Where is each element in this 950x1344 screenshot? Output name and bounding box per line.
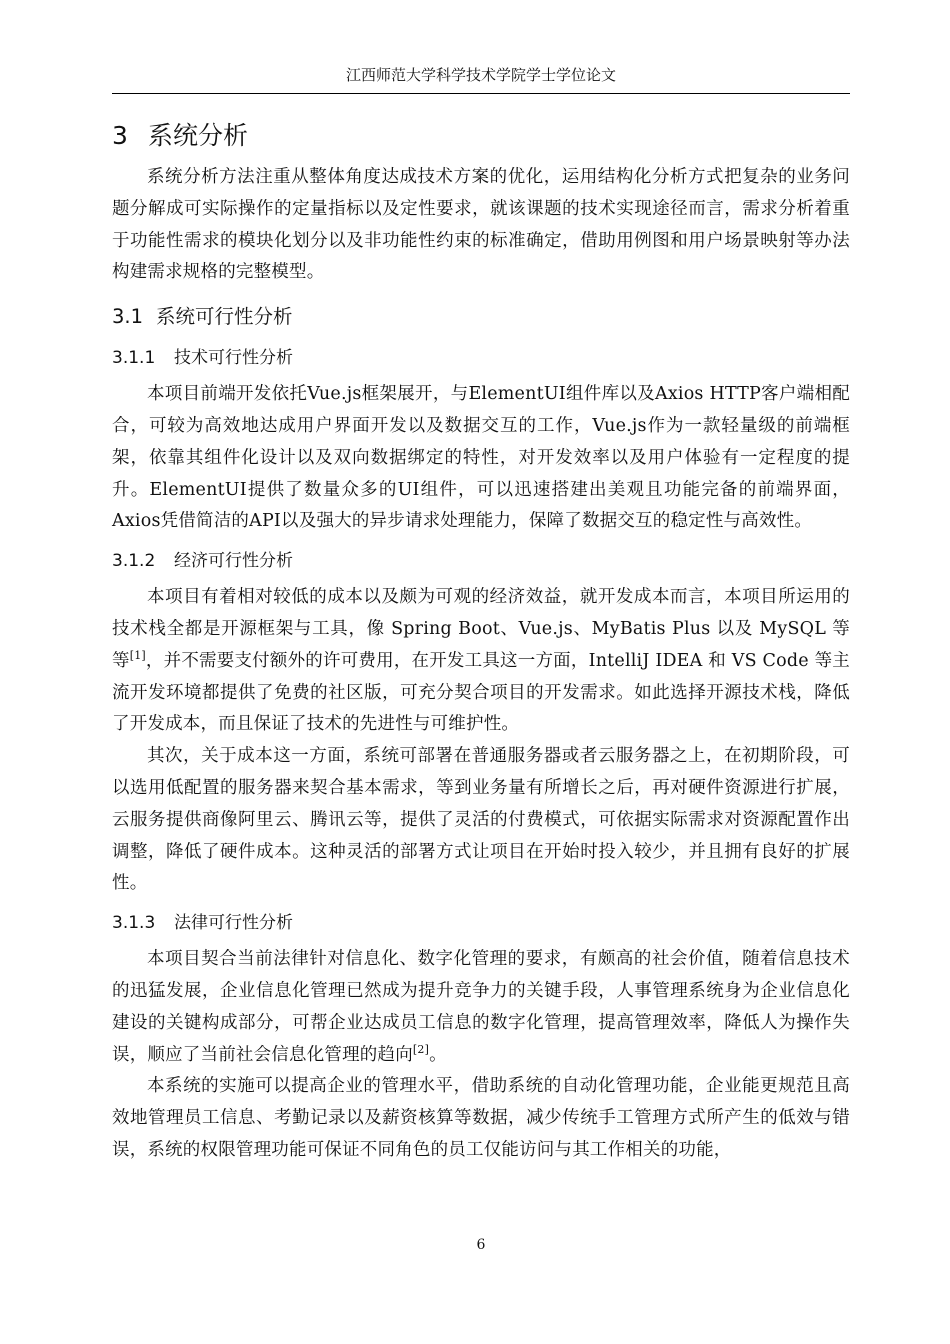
subsection-title: 法律可行性分析 (174, 913, 293, 934)
subsection-heading-economic (112, 544, 850, 578)
chapter-number: 3 (112, 121, 128, 150)
subsection-title: 经济可行性分析 (174, 551, 293, 572)
legal-paragraph-1 (112, 944, 850, 1071)
subsection-heading-legal (112, 906, 850, 940)
citation-ref[interactable]: [1] (129, 648, 146, 662)
intro-paragraph: 系统分析方法注重从整体角度达成技术方案的优化，运用结构化分析方式把复杂的业务问题分解成可实际操作的定量指标以及定性要求，就该课题的技术实现途径而言，需求分析着重于功能性需求的模块化划分以及非功能性约束的标准确定，借助用例图和用户场景映射等办法构建需求规格的完整模型。 (112, 167, 850, 283)
paragraph-text: ，并不需要支付额外的许可费用，在开发工具这一方面，IntelliJ IDEA 和 VS Code 等主流开发环境都提供了免费的社区版，可充分契合项目的开发需求。如此选择开源技术栈，降低了开发成本，而且保证了技术的先进性与可维护性。 (112, 650, 851, 735)
header-rule (112, 93, 850, 94)
paragraph-text: 本项目有着相对较低的成本以及颇为可观的经济效益，就开发成本而言，本项目所运用的技术栈全都是开源框架与工具，像 Spring Boot、Vue.js、MyBatis Plus 以及 MySQL 等等 (112, 587, 850, 671)
subsection-number: 3.1.2 (112, 551, 156, 572)
technical-paragraph: 本项目前端开发依托Vue.js框架展开，与ElementUI组件库以及Axios HTTP客户端相配合，可较为高效地达成用户界面开发以及数据交互的工作，Vue.js作为一款轻量级的前端框架，依靠其组件化设计以及双向数据绑定的特性，对开发效率以及用户体验有一定程度的提升。ElementUI提供了数量众多的UI组件，可以迅速搭建出美观且功能完备的前端界面，Axios凭借简洁的API以及强大的异步请求处理能力，保障了数据交互的稳定性与高效性。 (112, 384, 850, 532)
chapter-heading (112, 116, 850, 156)
economic-paragraph-1 (112, 582, 850, 741)
section-heading (112, 299, 850, 335)
chapter-title: 系统分析 (148, 121, 249, 150)
page-number: 6 (476, 1237, 486, 1253)
section-title: 系统可行性分析 (156, 305, 293, 329)
citation-ref[interactable]: [2] (412, 1042, 430, 1056)
page-body (112, 108, 850, 1167)
paragraph-text: 本项目契合当前法律针对信息化、数字化管理的要求，有颇高的社会价值，随着信息技术的迅猛发展，企业信息化管理已然成为提升竞争力的关键手段，人事管理系统身为企业信息化建设的关键构成部分，可帮企业达成员工信息的数字化管理，提高管理效率，降低人为操作失误，顺应了当前社会信息化管理的趋向 (112, 949, 850, 1065)
legal-paragraph-2: 本系统的实施可以提高企业的管理水平，借助系统的自动化管理功能，企业能更规范且高效地管理员工信息、考勤记录以及薪资核算等数据，减少传统手工管理方式所产生的低效与错误，系统的权限管理功能可保证不同角色的员工仅能访问与其工作相关的功能， (112, 1076, 850, 1160)
section-number: 3.1 (112, 305, 144, 329)
running-header: 江西师范大学科学技术学院学士学位论文 (345, 66, 616, 84)
paragraph-text: 。 (429, 1044, 447, 1065)
subsection-title: 技术可行性分析 (174, 348, 293, 369)
subsection-number: 3.1.3 (112, 913, 156, 934)
subsection-number: 3.1.1 (112, 348, 156, 369)
subsection-heading-technical (112, 341, 850, 375)
economic-paragraph-2: 其次，关于成本这一方面，系统可部署在普通服务器或者云服务器之上，在初期阶段，可以选用低配置的服务器来契合基本需求，等到业务量有所增长之后，再对硬件资源进行扩展，云服务提供商像阿里云、腾讯云等，提供了灵活的付费模式，可依据实际需求对资源配置作出调整，降低了硬件成本。这种灵活的部署方式让项目在开始时投入较少，并且拥有良好的扩展性。 (112, 746, 850, 894)
